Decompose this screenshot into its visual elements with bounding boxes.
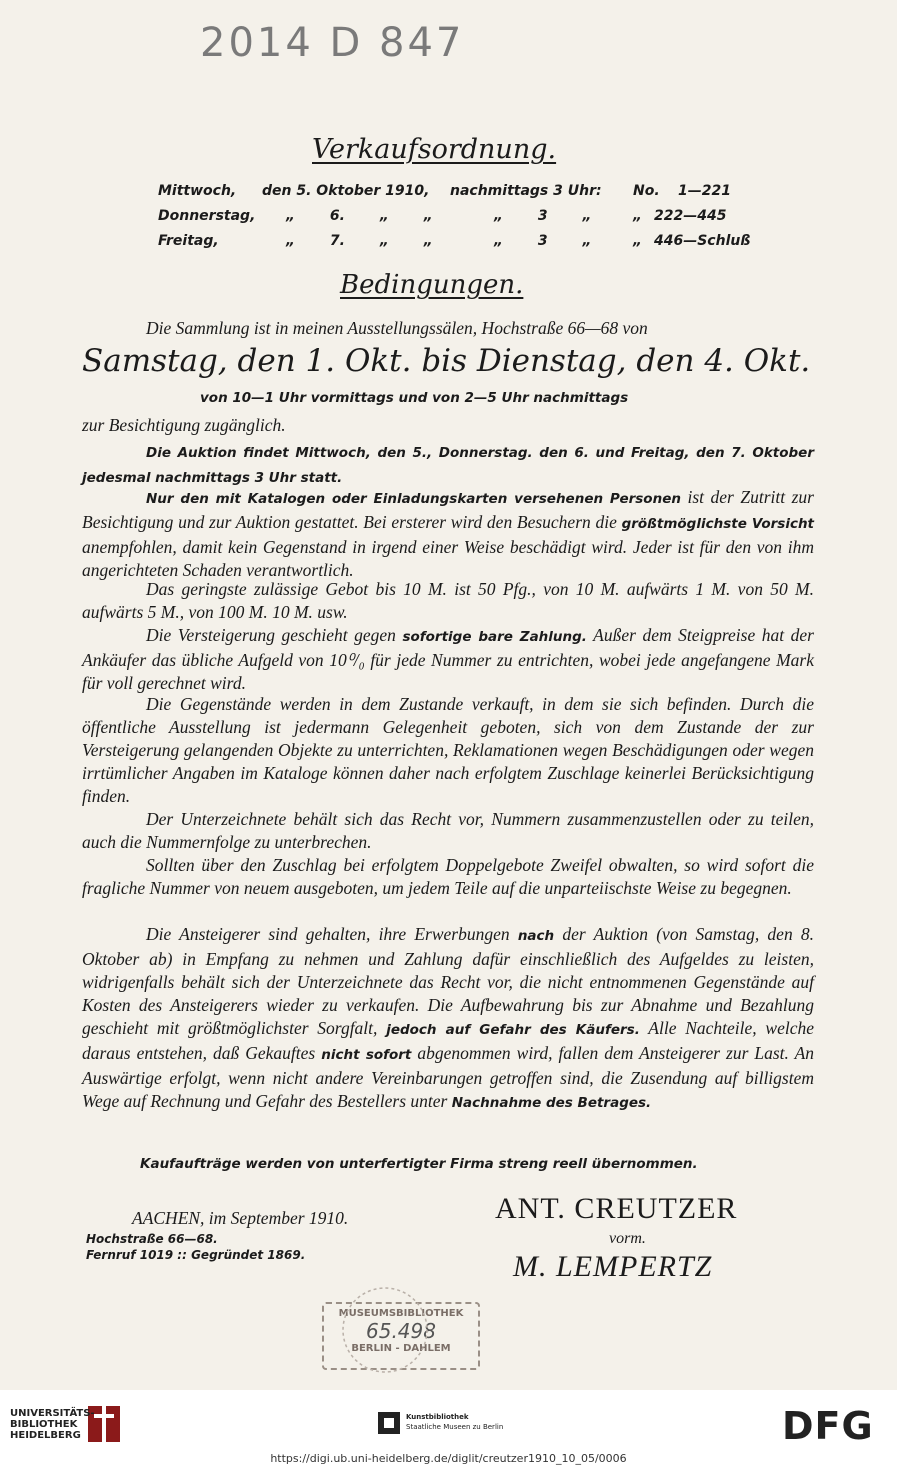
schedule-range: 222—445 bbox=[654, 208, 727, 224]
emphasis-text: jedoch auf Gefahr des Käufers. bbox=[386, 1022, 640, 1038]
kunstbibliothek-logo-icon bbox=[378, 1412, 400, 1434]
paragraph-text: ist der Zutritt zur Besichtigung und zur Auktion gestattet. Bei ersterer wird den Besuchern die bbox=[82, 487, 814, 532]
footer-bar bbox=[0, 1390, 897, 1469]
logo-line: Staatliche Museen zu Berlin bbox=[406, 1423, 504, 1431]
schedule-range: 1—221 bbox=[678, 183, 731, 199]
firm-vorm: vorm. bbox=[609, 1230, 646, 1247]
place-date: AACHEN, im September 1910. bbox=[132, 1208, 349, 1228]
paragraph-text: Die Auktion findet Mittwoch, den 5., Donnerstag. den 6. und Freitag, den 7. Oktober jedesmal nachmittags 3 Uhr statt. bbox=[82, 445, 814, 486]
logo-line: UNIVERSITÄTS- bbox=[10, 1408, 95, 1419]
paragraph-text: abgenommen wird, fallen dem Ansteigerer zur Last. An Auswärtige erfolgt, wenn nicht andere Vereinbarungen getroffen sind, die Zusendung auf billigstem Wege auf Rechnung und Gefahr des Bestellers unter bbox=[82, 1043, 815, 1111]
permalink-url[interactable]: https://digi.ub.uni-heidelberg.de/diglit/creutzer1910_10_05/0006 bbox=[270, 1452, 627, 1465]
paragraph-text: Der Unterzeichnete behält sich das Recht vor, Nummern zusammenzustellen oder zu teilen, auch die Nummernfolge zu unterbrechen. bbox=[82, 809, 814, 852]
paragraph-text: Alle Nachteile, welche daraus entstehen, daß Gekauftes bbox=[82, 1018, 815, 1063]
logo-line: HEIDELBERG bbox=[10, 1430, 81, 1441]
emphasis-text: Nur den mit Katalogen oder Einladungskarten versehenen Personen bbox=[146, 491, 681, 507]
intro-line: Die Sammlung ist in meinen Ausstellungssälen, Hochstraße 66—68 von bbox=[146, 318, 648, 338]
paragraph-disputes bbox=[82, 854, 814, 900]
schedule-range: 446—Schluß bbox=[654, 233, 751, 249]
access-line: zur Besichtigung zugänglich. bbox=[82, 415, 286, 435]
schedule-no: No. bbox=[633, 183, 660, 199]
paragraph-text: Die Ansteigerer sind gehalten, ihre Erwerbungen bbox=[146, 924, 510, 944]
firm-predecessor: M. LEMPERTZ bbox=[513, 1250, 713, 1283]
schedule-no: „ bbox=[633, 233, 643, 249]
emphasis-text: sofortige bare Zahlung. bbox=[402, 629, 587, 645]
emphasis-text: größtmöglichste Vorsicht bbox=[621, 516, 815, 532]
university-library-name bbox=[10, 1408, 95, 1441]
emphasis-text: nicht sofort bbox=[321, 1047, 412, 1063]
paragraph-auction-dates bbox=[82, 440, 814, 490]
logo-line: BIBLIOTHEK bbox=[10, 1419, 78, 1430]
schedule-date: „ 6. „ „ bbox=[286, 208, 433, 224]
stamp-line: BERLIN - DAHLEM bbox=[351, 1343, 451, 1354]
stamp-circle-mark bbox=[340, 1270, 430, 1390]
paragraph-text: Außer dem Steigpreise hat der Ankäufer das übliche Aufgeld von 10⁰/₀ für jede Nummer zu entrichten, wobei jede angefangene Mark für voll gerechnet wird. bbox=[82, 625, 814, 693]
paragraph-collection bbox=[82, 923, 814, 1115]
schedule-time: „ 3 „ bbox=[494, 233, 592, 249]
section-title: Bedingungen. bbox=[340, 270, 524, 300]
schedule-no: „ bbox=[633, 208, 643, 224]
closing-note: Kaufaufträge werden von unterfertigter Firma streng reell übernommen. bbox=[140, 1156, 698, 1172]
paragraph-condition bbox=[82, 693, 814, 808]
schedule-date: den 5. Oktober 1910, bbox=[262, 183, 430, 199]
address: Hochstraße 66—68. bbox=[86, 1232, 218, 1246]
schedule-day: Donnerstag, bbox=[158, 208, 256, 224]
paragraph-text: Das geringste zulässige Gebot bis 10 M. ist 50 Pfg., von 10 M. aufwärts 1 M. von 50 M. aufwärts 5 M., von 100 M. 10 M. usw. bbox=[82, 579, 814, 622]
emphasis-text: nach bbox=[517, 928, 555, 944]
paragraph-rights bbox=[82, 808, 814, 854]
emphasis-text: Nachnahme des Betrages. bbox=[451, 1095, 652, 1111]
phone-founded: Fernruf 1019 :: Gegründet 1869. bbox=[86, 1248, 306, 1262]
kunstbibliothek-name bbox=[406, 1412, 503, 1432]
schedule-time: „ 3 „ bbox=[494, 208, 592, 224]
paragraph-payment bbox=[82, 624, 814, 695]
paragraph-admission bbox=[82, 486, 814, 582]
firm-name: ANT. CREUTZER bbox=[495, 1192, 738, 1225]
paragraph-text: anempfohlen, damit kein Gegenstand in irgend einer Weise beschädigt wird. Jeder ist für den von ihm angerichteten Schaden verantwortlich. bbox=[82, 537, 814, 580]
page-title: Verkaufsordnung. bbox=[312, 134, 557, 165]
paragraph-text: der Auktion (von Samstag, den 8. Oktober ab) in Empfang zu nehmen und Zahlung dafür einschließlich des Aufgeldes zu leisten, widrigenfalls behält sich der Unterzeichnete das Recht vor, die nicht entnommenen Gegenstände auf Kosten des Ansteigerers wieder zu verkaufen. Die Aufbewahrung bis zur Abnahme und Bezahlung geschieht mit größtmöglichster Sorgfalt, bbox=[82, 924, 815, 1038]
exhibition-dates: Samstag, den 1. Okt. bis Dienstag, den 4. Okt. bbox=[82, 343, 811, 379]
schedule-day: Freitag, bbox=[158, 233, 219, 249]
schedule-day: Mittwoch, bbox=[158, 183, 237, 199]
paragraph-bids bbox=[82, 578, 814, 624]
paragraph-text: Sollten über den Zuschlag bei erfolgtem Doppelgebote Zweifel obwalten, so wird sofort die fragliche Nummer von neuem ausgeboten, um jedem Teile auf die unparteiischste Weise zu begegnen. bbox=[82, 855, 814, 898]
paragraph-text: Die Versteigerung geschieht gegen bbox=[146, 625, 396, 645]
paragraph-text: Die Gegenstände werden in dem Zustande verkauft, in dem sie sich befinden. Durch die öffentliche Ausstellung ist jedermann Gelegenheit geboten, sich von dem Zustande der zur Versteigerung gelangenden Objekte zu unterrichten, Reklamationen wegen Beschädigungen oder wegen irrtümlicher Angaben im Kataloge können daher nach erfolgtem Zuschlage keinerlei Berücksichtigung finden. bbox=[82, 694, 814, 806]
schedule-date: „ 7. „ „ bbox=[286, 233, 433, 249]
handwritten-shelfmark: 2014 D 847 bbox=[200, 20, 465, 66]
hours-line: von 10—1 Uhr vormittags und von 2—5 Uhr nachmittags bbox=[200, 390, 629, 406]
stamp-line: MUSEUMSBIBLIOTHEK bbox=[338, 1308, 464, 1319]
dfg-logo: DFG bbox=[782, 1404, 874, 1448]
schedule-time: nachmittags 3 Uhr: bbox=[450, 183, 602, 199]
logo-line: Kunstbibliothek bbox=[406, 1413, 469, 1421]
stamp-number: 65.498 bbox=[366, 1319, 436, 1343]
